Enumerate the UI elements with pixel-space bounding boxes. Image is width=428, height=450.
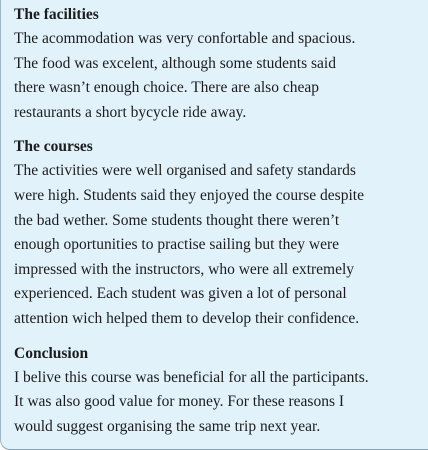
text-line: impressed with the instructors, who were all extremely xyxy=(14,260,355,278)
text-line: were high. Students said they enjoyed the course despite xyxy=(14,186,364,204)
text-line: The food was excelent, although some students said xyxy=(14,54,336,72)
text-line: the bad wether. Some students thought there weren’t xyxy=(14,211,340,229)
text-line: there wasn’t enough choice. There are also cheap xyxy=(14,79,319,97)
section-heading: The courses xyxy=(14,138,93,156)
section-body xyxy=(14,159,426,331)
text-line: attention wich helped them to develop their confidence. xyxy=(14,309,360,327)
text-line: enough oportunities to practise sailing but they were xyxy=(14,236,339,254)
section-body xyxy=(14,27,426,125)
text-line: I belive this course was beneficial for all the participants. xyxy=(14,368,369,386)
text-line: It was also good value for money. For these reasons I xyxy=(14,393,345,411)
section-courses xyxy=(14,135,426,331)
text-line: The acommodation was very confortable and spacious. xyxy=(14,30,356,47)
section-heading: Conclusion xyxy=(14,344,89,362)
text-line: would suggest organising the same trip next year. xyxy=(14,417,321,435)
section-body xyxy=(14,366,426,440)
text-line: The activities were well organised and safety standards xyxy=(14,162,356,180)
section-heading: The facilities xyxy=(14,6,99,23)
text-line: restaurants a short bycycle ride away. xyxy=(14,103,247,121)
section-conclusion xyxy=(14,342,426,440)
section-facilities xyxy=(14,3,426,125)
text-line: experienced. Each student was given a lot of personal xyxy=(14,285,347,303)
report-content xyxy=(14,3,426,449)
